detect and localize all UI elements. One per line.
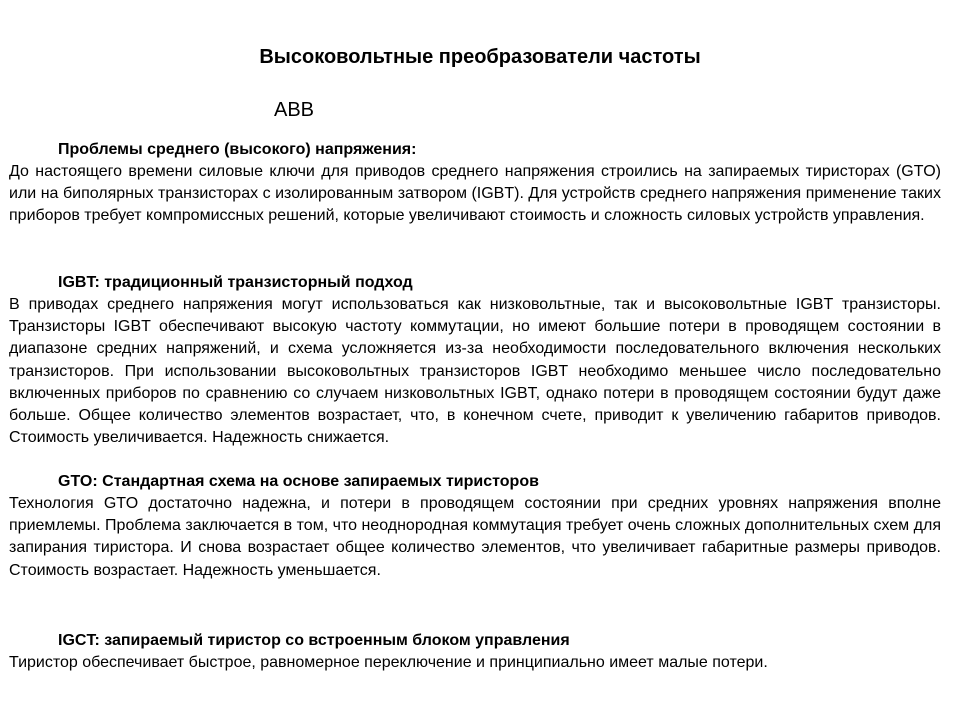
section-igbt bbox=[9, 272, 941, 449]
section-heading: IGBT: традиционный транзисторный подход bbox=[58, 274, 413, 291]
section-heading: Проблемы среднего (высокого) напряжения: bbox=[58, 141, 417, 158]
section-gto bbox=[9, 471, 941, 582]
section-paragraph: В приводах среднего напряжения могут использоваться как низковольтные, так и высоковольтные IGBT транзисторы. Транзисторы IGBT обеспечивают высокую частоту коммутации, но имеют большие потери в проводящем состоянии в диапазоне средних напряжений, и схема усложняется из-за необходимости последовательного включения нескольких транзисторов. При использовании высоковольтных транзисторов IGBT необходимо меньшее число последовательно включенных приборов по сравнению со случаем низковольтных IGBT, однако потери в проводящем состоянии будут даже больше. Общее количество элементов возрастает, что, в конечном счете, приводит к увеличению габаритов приводов. Стоимость увеличивается. Надежность снижается. bbox=[9, 296, 941, 447]
section-paragraph: Тиристор обеспечивает быстрое, равномерное переключение и принципиально имеет малые потери. bbox=[9, 654, 768, 671]
section-paragraph: До настоящего времени силовые ключи для приводов среднего напряжения строились на запираемых тиристорах (GTO) или на биполярных транзисторах с изолированным затвором (IGBT). Для устройств среднего напряжения применение таких приборов требует компромиссных решений, которые увеличивают стоимость и сложность силовых устройств управления. bbox=[9, 163, 941, 225]
section-medium-voltage-problems bbox=[9, 139, 941, 228]
section-heading: IGCT: запираемый тиристор со встроенным блоком управления bbox=[58, 632, 570, 649]
section-paragraph: Технология GTO достаточно надежна, и потери в проводящем состоянии при средних уровнях напряжения вполне приемлемы. Проблема заключается в том, что неоднородная коммутация требует очень сложных дополнительных схем для запирания тиристора. И снова возрастает общее количество элементов, что увеличивает габаритные размеры приводов. Стоимость возрастает. Надежность уменьшается. bbox=[9, 495, 941, 579]
section-igct bbox=[9, 630, 941, 674]
page-subtitle: ABB bbox=[274, 99, 315, 121]
page-title: Высоковольтные преобразователи частоты bbox=[259, 46, 701, 68]
section-heading: GTO: Стандартная схема на основе запираемых тиристоров bbox=[58, 473, 539, 490]
